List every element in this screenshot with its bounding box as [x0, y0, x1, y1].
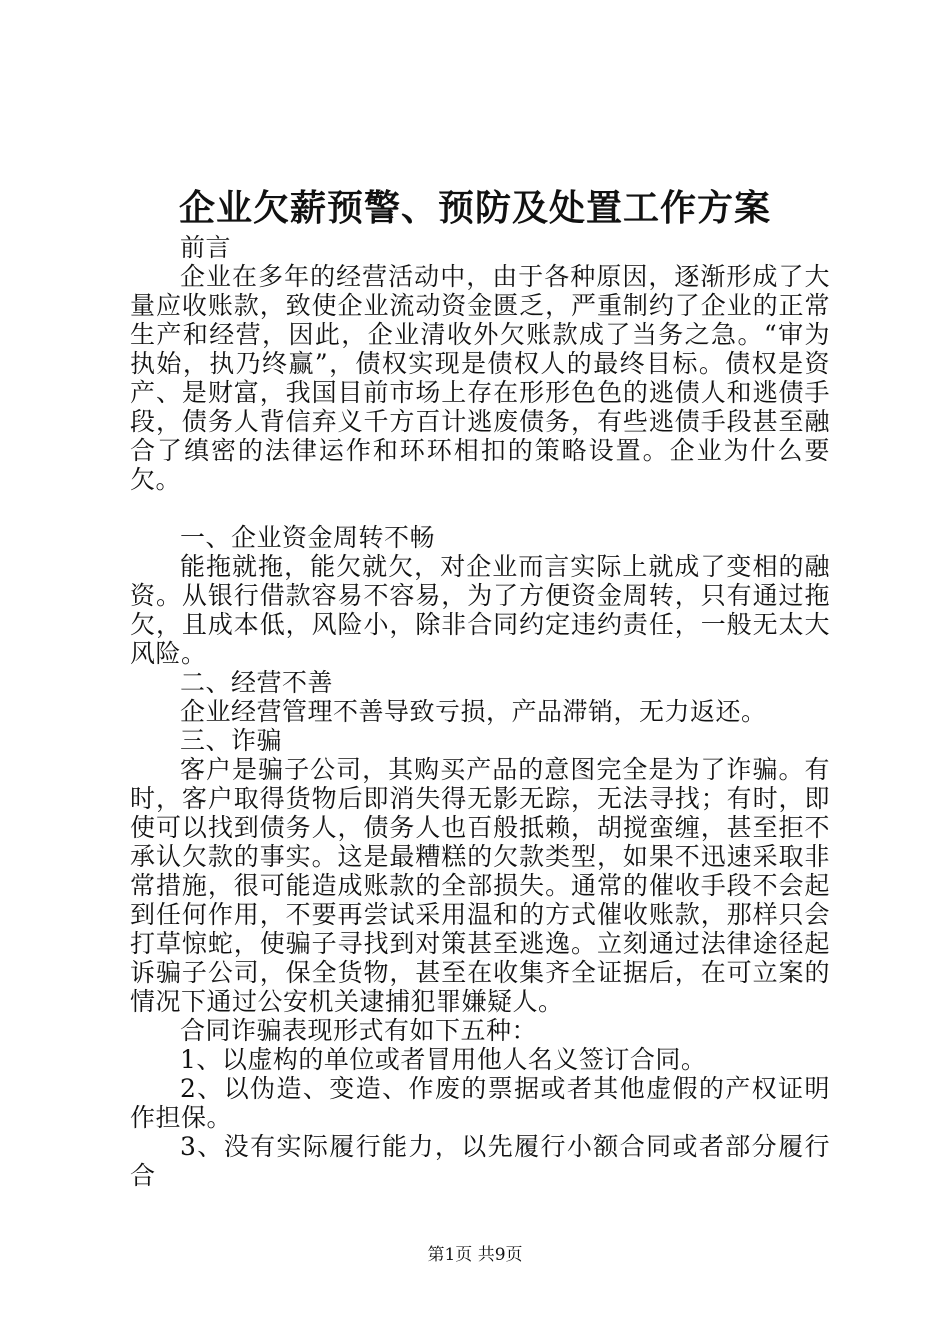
document-body: [130, 233, 830, 1190]
fraud-forms-intro: 合同诈骗表现形式有如下五种：: [180, 1016, 538, 1045]
fraud-form-item-2: 2、以伪造、变造、作废的票据或者其他虚假的产权证明作担保。: [130, 1074, 830, 1132]
section-heading-2: 二、经营不善: [180, 668, 334, 697]
document-title: 企业欠薪预警、预防及处置工作方案: [178, 187, 771, 229]
preface-heading: 前言: [180, 233, 232, 262]
preface-paragraph: 企业在多年的经营活动中，由于各种原因，逐渐形成了大量应收账款，致使企业流动资金匮乏，严重制约了企业的正常生产和经营，因此，企业清收外欠账款成了当务之急。“审为执始，执乃终赢”，债权实现是债权人的最终目标。债权是资产、是财富，我国目前市场上存在形形色色的逃债人和逃债手段，债务人背信弃义千方百计逃废债务，有些逃债手段甚至融合了缜密的法律运作和环环相扣的策略设置。企业为什么要欠。: [130, 262, 830, 494]
section-heading-3: 三、诈骗: [180, 726, 283, 755]
section-paragraph-2: 企业经营管理不善导致亏损，产品滞销，无力返还。: [180, 697, 767, 726]
paragraph-spacer: [130, 494, 830, 523]
fraud-form-item-3: 3、没有实际履行能力，以先履行小额合同或者部分履行合: [130, 1132, 830, 1190]
section-heading-1: 一、企业资金周转不畅: [180, 523, 436, 552]
section-paragraph-1: 能拖就拖，能欠就欠，对企业而言实际上就成了变相的融资。从银行借款容易不容易，为了方便资金周转，只有通过拖欠，且成本低，风险小，除非合同约定违约责任，一般无太大风险。: [130, 552, 830, 668]
fraud-form-item-1: 1、以虚构的单位或者冒用他人名义签订合同。: [180, 1045, 707, 1074]
page-footer: 第1页 共9页: [427, 1245, 523, 1265]
section-paragraph-3: 客户是骗子公司，其购买产品的意图完全是为了诈骗。有时，客户取得货物后即消失得无影无踪，无法寻找；有时，即使可以找到债务人，债务人也百般抵赖，胡搅蛮缠，甚至拒不承认欠款的事实。这是最糟糕的欠款类型，如果不迅速采取非常措施，很可能造成账款的全部损失。通常的催收手段不会起到任何作用，不要再尝试采用温和的方式催收账款，那样只会打草惊蛇，使骗子寻找到对策甚至逃逸。立刻通过法律途径起诉骗子公司，保全货物，甚至在收集齐全证据后，在可立案的情况下通过公安机关逮捕犯罪嫌疑人。: [130, 755, 830, 1016]
